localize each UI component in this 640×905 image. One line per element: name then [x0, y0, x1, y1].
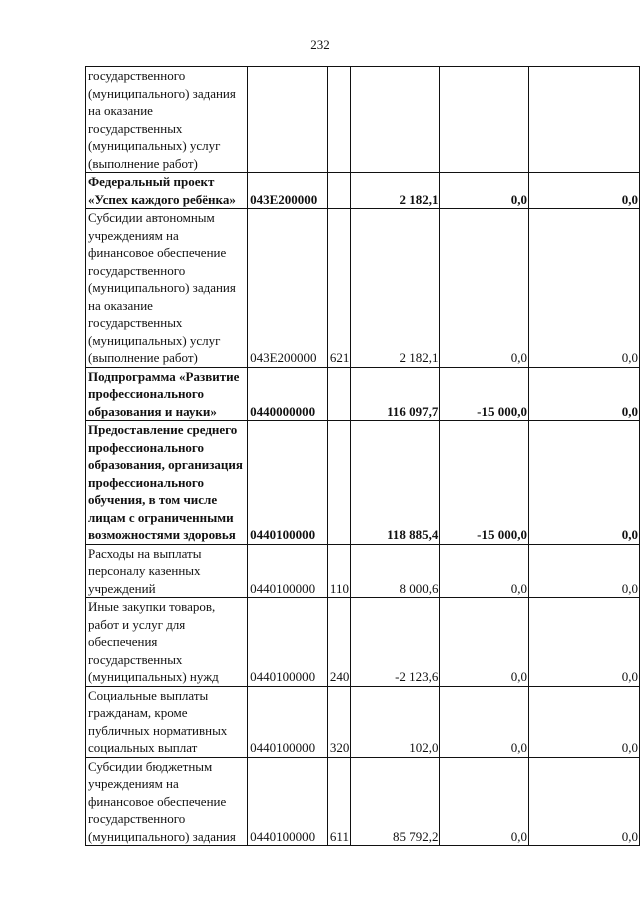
row-expense-type [327, 421, 351, 545]
row-code: 0440100000 [248, 598, 328, 687]
row-value-1: 2 182,1 [351, 209, 440, 368]
row-code: 0440100000 [248, 421, 328, 545]
table-row [86, 757, 640, 846]
row-value-3: 0,0 [528, 757, 639, 846]
row-value-2: -15 000,0 [440, 421, 529, 545]
row-value-2: 0,0 [440, 686, 529, 757]
row-value-2: -15 000,0 [440, 367, 529, 421]
row-name: Социальные выплаты гражданам, кроме публичных нормативных социальных выплат [86, 686, 248, 757]
row-name: Иные закупки товаров, работ и услуг для обеспечения государственных (муниципальных) нужд [86, 598, 248, 687]
row-value-2: 0,0 [440, 209, 529, 368]
row-expense-type: 621 [327, 209, 351, 368]
row-value-3: 0,0 [528, 367, 639, 421]
row-code: 043E200000 [248, 173, 328, 209]
row-expense-type [327, 367, 351, 421]
row-value-1: 102,0 [351, 686, 440, 757]
row-value-2: 0,0 [440, 598, 529, 687]
table-row [86, 67, 640, 173]
row-expense-type: 611 [327, 757, 351, 846]
table-row [86, 421, 640, 545]
row-value-1: 2 182,1 [351, 173, 440, 209]
table-row [86, 598, 640, 687]
row-value-1: 85 792,2 [351, 757, 440, 846]
row-code: 0440100000 [248, 544, 328, 598]
row-name: Субсидии автономным учреждениям на финансовое обеспечение государственного (муниципального) задания на оказание государственных (муниципальных) услуг (выполнение работ) [86, 209, 248, 368]
row-value-1 [351, 67, 440, 173]
row-name: Субсидии бюджетным учреждениям на финансовое обеспечение государственного (муниципального) задания [86, 757, 248, 846]
row-value-2: 0,0 [440, 173, 529, 209]
row-name: государственного (муниципального) задания на оказание государственных (муниципальных) услуг (выполнение работ) [86, 67, 248, 173]
row-value-2: 0,0 [440, 757, 529, 846]
row-value-3 [528, 67, 639, 173]
row-expense-type: 110 [327, 544, 351, 598]
row-code: 0440100000 [248, 686, 328, 757]
table-row [86, 367, 640, 421]
row-value-3: 0,0 [528, 173, 639, 209]
row-value-2 [440, 67, 529, 173]
row-expense-type [327, 67, 351, 173]
row-expense-type: 320 [327, 686, 351, 757]
row-value-1: 8 000,6 [351, 544, 440, 598]
row-value-2: 0,0 [440, 544, 529, 598]
table-row [86, 686, 640, 757]
table-row [86, 544, 640, 598]
row-value-1: 118 885,4 [351, 421, 440, 545]
budget-table [85, 66, 640, 846]
row-value-3: 0,0 [528, 209, 639, 368]
table-row [86, 173, 640, 209]
row-value-3: 0,0 [528, 421, 639, 545]
table-row [86, 209, 640, 368]
row-name: Предоставление среднего профессионального образования, организация профессионального обучения, в том числе лицам с ограниченными возможностями здоровья [86, 421, 248, 545]
row-value-3: 0,0 [528, 544, 639, 598]
row-value-1: 116 097,7 [351, 367, 440, 421]
row-expense-type: 240 [327, 598, 351, 687]
row-code: 043E200000 [248, 209, 328, 368]
row-code [248, 67, 328, 173]
row-value-3: 0,0 [528, 598, 639, 687]
row-name: Расходы на выплаты персоналу казенных учреждений [86, 544, 248, 598]
row-value-3: 0,0 [528, 686, 639, 757]
row-name: Федеральный проект «Успех каждого ребёнка» [86, 173, 248, 209]
row-expense-type [327, 173, 351, 209]
row-code: 0440000000 [248, 367, 328, 421]
row-name: Подпрограмма «Развитие профессионального образования и науки» [86, 367, 248, 421]
page-number: 232 [310, 37, 330, 52]
row-value-1: -2 123,6 [351, 598, 440, 687]
row-code: 0440100000 [248, 757, 328, 846]
